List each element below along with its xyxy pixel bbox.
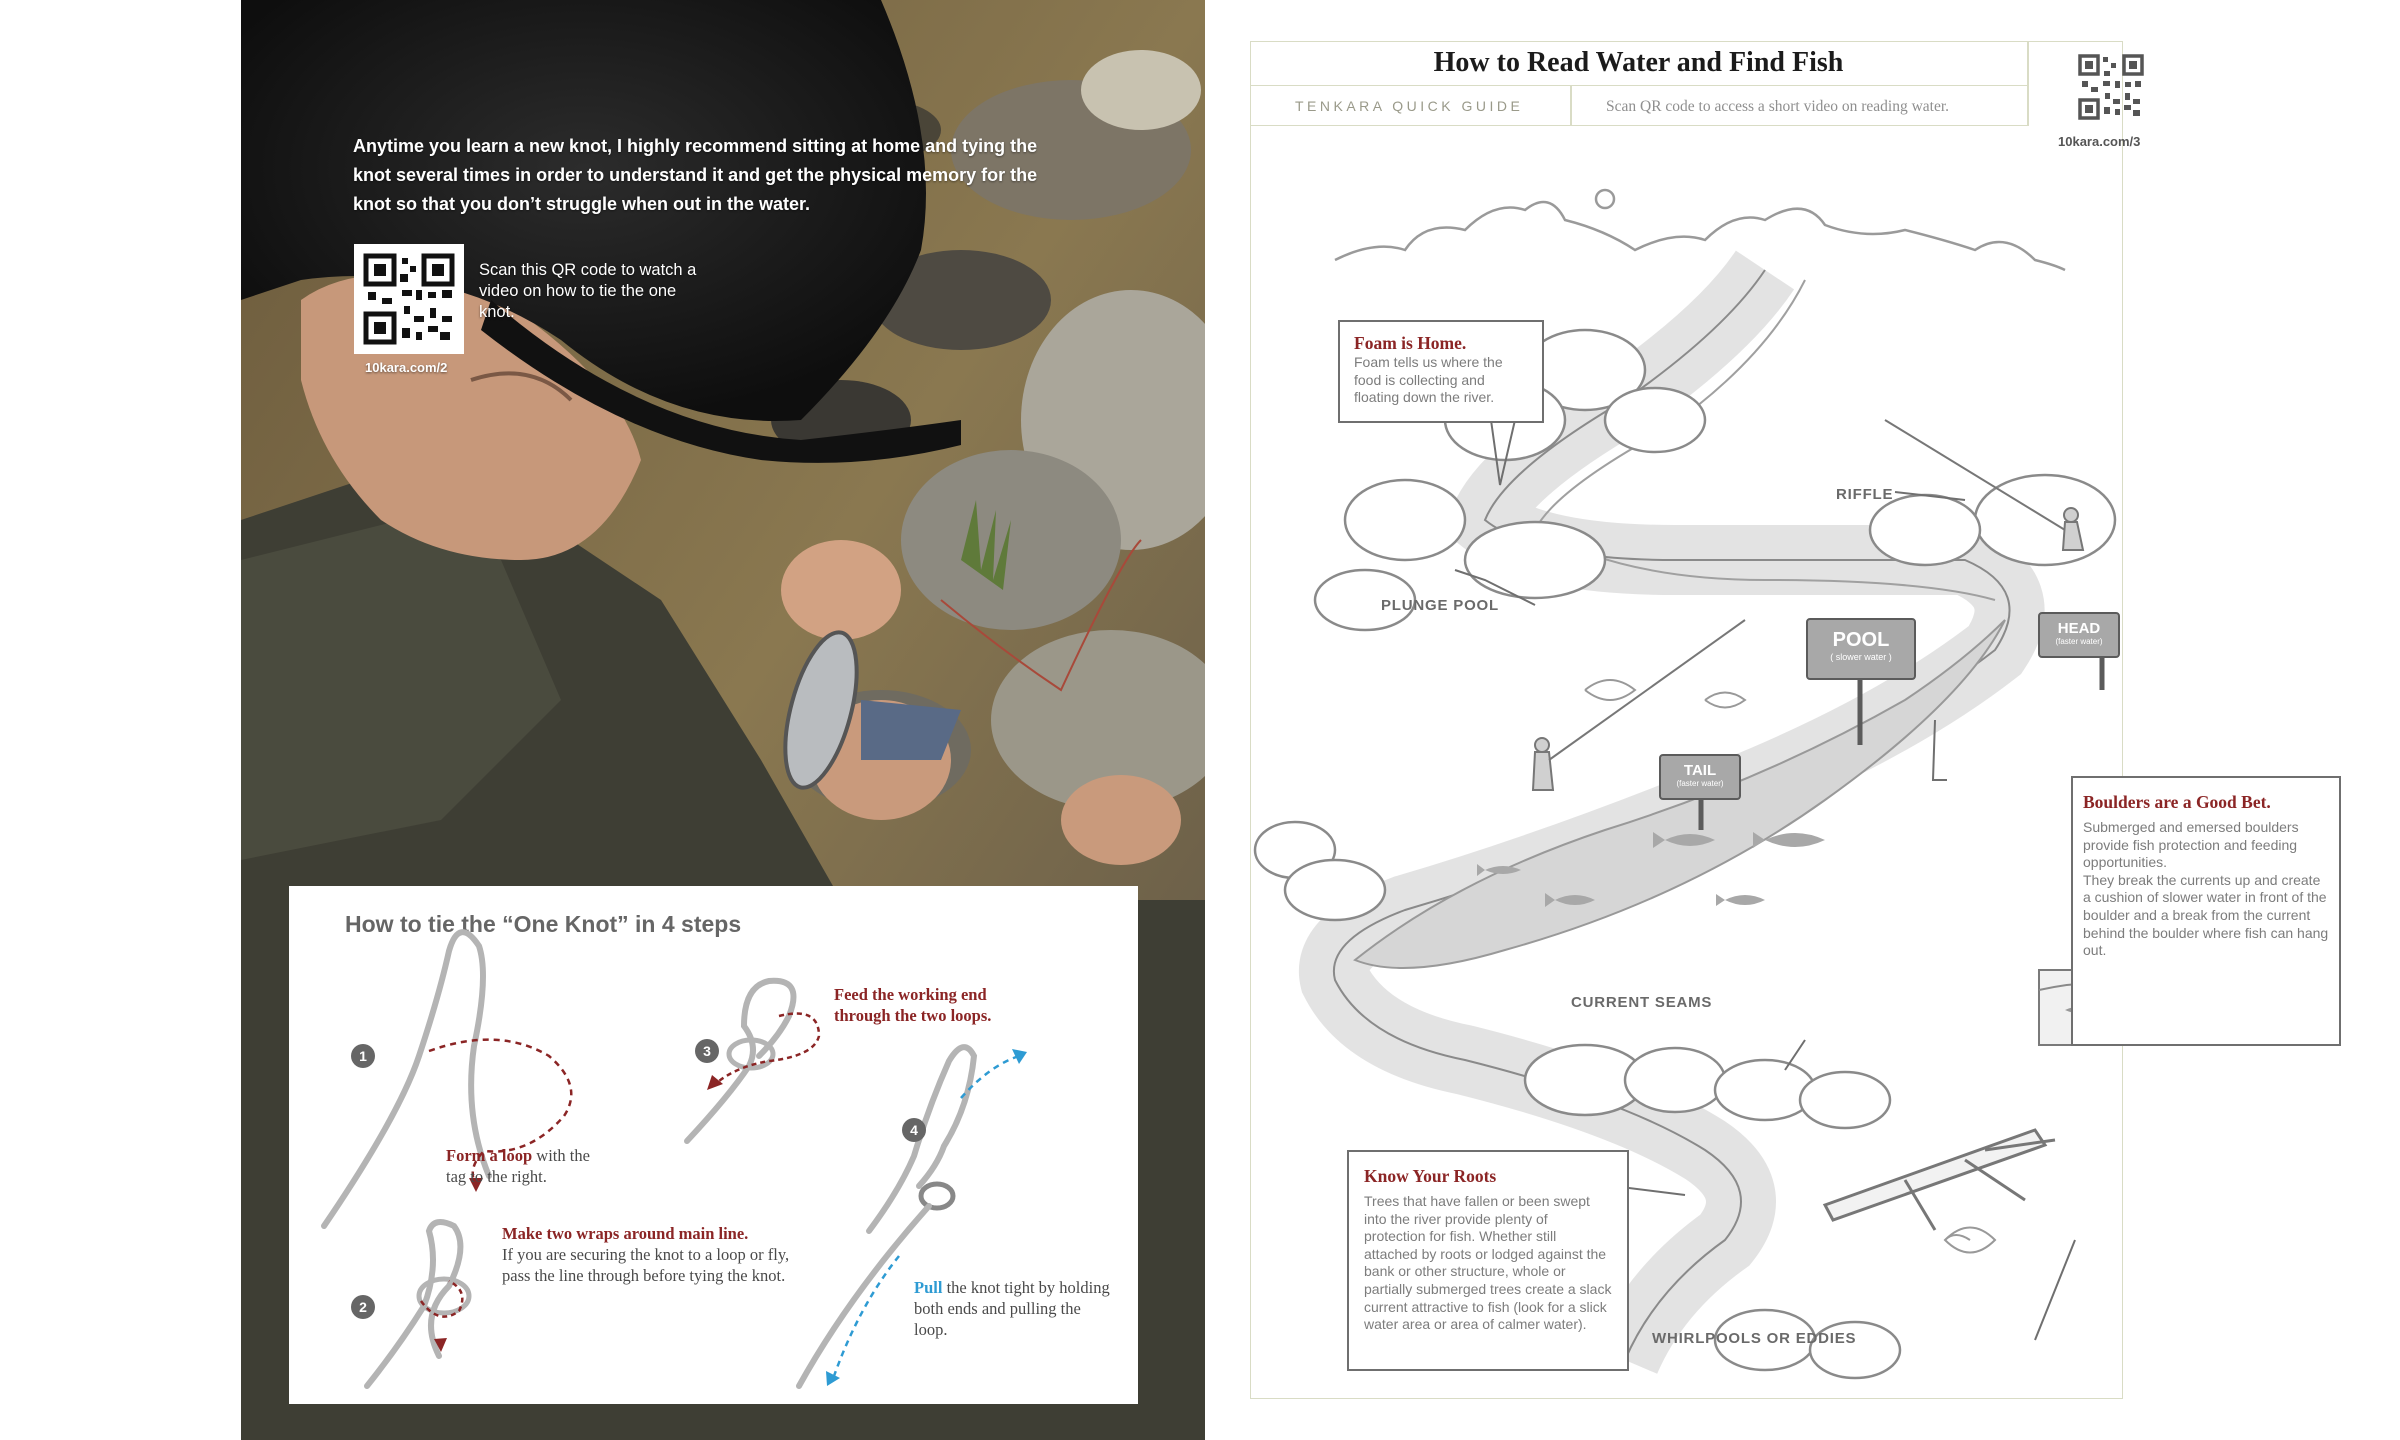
foam-callout	[1338, 320, 1544, 423]
roots-callout-title: Know Your Roots	[1364, 1166, 1497, 1186]
current-seams-label: CURRENT SEAMS	[1571, 994, 1713, 1011]
knot-instructions-card	[289, 886, 1138, 1404]
step-3-heading: Feed the working end through the two loops.	[834, 985, 992, 1025]
riffle-label: RIFFLE	[1836, 486, 1894, 503]
step-1-number: 1	[359, 1048, 367, 1064]
step-3-number: 3	[703, 1043, 711, 1059]
boulders-callout	[2071, 776, 2341, 1046]
qr-url-right[interactable]: 10kara.com/3	[2058, 134, 2141, 149]
step-4-highlight: Pull	[914, 1278, 943, 1297]
tail-sign-label: TAIL	[1683, 762, 1717, 779]
roots-callout	[1347, 1150, 1629, 1371]
step-4-number: 4	[910, 1122, 918, 1138]
guide-label: TENKARA QUICK GUIDE	[1295, 98, 1524, 114]
step-3-text	[834, 984, 1034, 1026]
head-sign-sub: (faster water)	[2055, 637, 2103, 646]
step-2-diagram	[351, 1222, 469, 1386]
boulders-callout-body: Submerged and emersed boulders provide fish protection and feeding opportunities. They break the currents up and create a cushion of slower water in front of the boulder and a break from the current behind the boulder where fish can hang out.	[2083, 819, 2329, 959]
foam-callout-body: Foam tells us where the food is collecting and floating down the river.	[1354, 354, 1503, 406]
head-sign-label: HEAD	[2057, 620, 2101, 637]
boulders-callout-title: Boulders are a Good Bet.	[2083, 792, 2271, 812]
intro-paragraph: Anytime you learn a new knot, I highly recommend sitting at home and tying the knot several times in order to understand it and get the physical memory for the knot so that you don’t struggle when out in the water.	[353, 136, 1038, 214]
whirlpools-label: WHIRLPOOLS OR EDDIES	[1652, 1330, 1857, 1347]
qr-code-left[interactable]	[354, 244, 464, 354]
pool-sign	[1806, 618, 1916, 680]
step-4-text	[914, 1277, 1114, 1340]
moon-icon	[1596, 190, 1614, 208]
step-3-diagram	[687, 981, 819, 1141]
tail-sign-sub: (faster water)	[1676, 779, 1724, 788]
tail-sign	[1659, 754, 1741, 800]
booklet-spread	[241, 0, 2329, 1440]
fallen-tree	[1825, 1130, 2055, 1230]
knot-card-title: How to tie the “One Knot” in 4 steps	[345, 911, 742, 937]
roots-callout-body: Trees that have fallen or been swept into the river provide plenty of protection for fish. Whether still attached by roots or lodged against the bank or other structure, whole or partially submerged trees create a slack current attractive to fish (look for a slick water area or area of calmer water).	[1364, 1193, 1612, 1333]
step-1-highlight: Form a loop	[446, 1146, 533, 1165]
foam-callout-title: Foam is Home.	[1354, 333, 1467, 353]
right-page	[1205, 0, 2329, 1440]
scan-instruction: Scan QR code to access a short video on reading water.	[1606, 98, 1950, 115]
mountain-ridge	[1335, 202, 2065, 270]
step-4-body: the knot tight by holding both ends and pulling the loop.	[914, 1278, 1110, 1339]
qr-caption: Scan this QR code to watch a video on how to tie the one knot.	[479, 261, 697, 321]
qr-icon	[354, 244, 464, 354]
head-sign	[2038, 612, 2120, 658]
pool-sign-label: POOL	[1832, 629, 1890, 651]
step-1-text	[446, 1145, 606, 1187]
pool-sign-sub: ( slower water )	[1830, 652, 1892, 662]
step-2-text	[502, 1223, 792, 1286]
qr-url[interactable]: 10kara.com/2	[365, 360, 448, 375]
step-2-heading: Make two wraps around main line.	[502, 1224, 749, 1243]
page-title: How to Read Water and Find Fish	[1433, 47, 1844, 78]
plunge-pool-label: PLUNGE POOL	[1381, 597, 1499, 614]
left-page	[241, 0, 1205, 1440]
step-2-number: 2	[359, 1299, 367, 1315]
step-2-body: If you are securing the knot to a loop or fly, pass the line through before tying the knot.	[502, 1245, 790, 1285]
step-1-body: with the tag to the right.	[446, 1146, 590, 1186]
